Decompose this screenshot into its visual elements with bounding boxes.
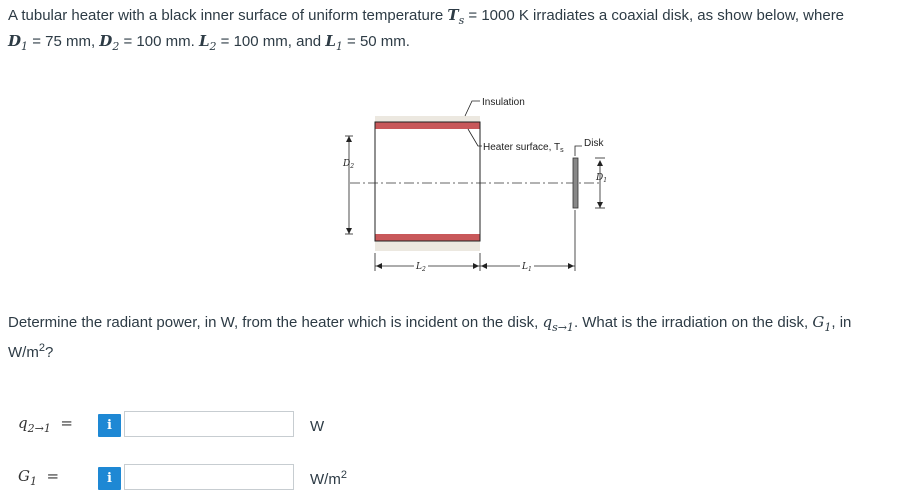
l2-label: $L_2$ — [416, 262, 426, 273]
d2-symbol: $D_2$ — [99, 32, 120, 53]
temperature-symbol: $T_s$ — [447, 6, 465, 27]
problem-statement — [8, 5, 893, 57]
l2-symbol: $L_2$ — [198, 32, 217, 53]
l2-value: = 100 mm, and — [220, 33, 322, 50]
g-answer-input[interactable] — [124, 464, 294, 490]
answer-label-q: $q_{2\to 1}$ = — [18, 414, 73, 435]
insulation-leader — [465, 101, 480, 116]
info-icon[interactable]: i — [98, 467, 121, 490]
disk — [573, 158, 578, 208]
d1-label: $D_1$ — [596, 173, 608, 184]
l1-symbol: $L_1$ — [325, 32, 343, 53]
unit-label: $W/m^2$ — [310, 469, 347, 488]
g-symbol: $G_1$ — [812, 313, 832, 334]
problem-text: A tubular heater with a black inner surface of uniform temperature — [8, 7, 444, 24]
d2-value: = 100 mm. — [123, 33, 195, 50]
heater-label: Heater surface, $T_s$ — [483, 142, 564, 154]
tube-outline — [375, 122, 480, 241]
q-answer-input[interactable] — [124, 411, 294, 437]
l1-label: $L_1$ — [522, 262, 532, 273]
disk-leader — [575, 146, 582, 156]
heater-top — [375, 122, 480, 129]
heater-disk-diagram — [300, 88, 640, 278]
answer-row-q — [0, 408, 420, 442]
question-text: Determine the radiant power, in W, from the heater which is incident on the disk, $q_{s\to 1}$. What is the irradiation on the disk, $G_1$, in $W/m^2$? — [8, 313, 852, 361]
answer-row-g — [0, 461, 420, 495]
problem-text-temperature: = 1000 K irradiates a coaxial disk, as show below, where — [468, 7, 845, 24]
unit-label: W — [310, 418, 325, 435]
d1-value: = 75 mm, — [32, 33, 96, 50]
info-icon[interactable]: i — [98, 414, 121, 437]
d1-symbol: $D_1$ — [8, 32, 29, 53]
d2-label: $D_2$ — [343, 159, 355, 170]
q-symbol: $q_{s\to 1}$ — [542, 313, 574, 334]
heater-bottom — [375, 234, 480, 241]
insulation-bottom — [375, 241, 480, 251]
l1-value: = 50 mm. — [347, 33, 410, 50]
disk-label: Disk — [584, 138, 604, 149]
insulation-label: Insulation — [482, 97, 525, 108]
answer-label-g: $G_1$ = — [18, 467, 60, 488]
